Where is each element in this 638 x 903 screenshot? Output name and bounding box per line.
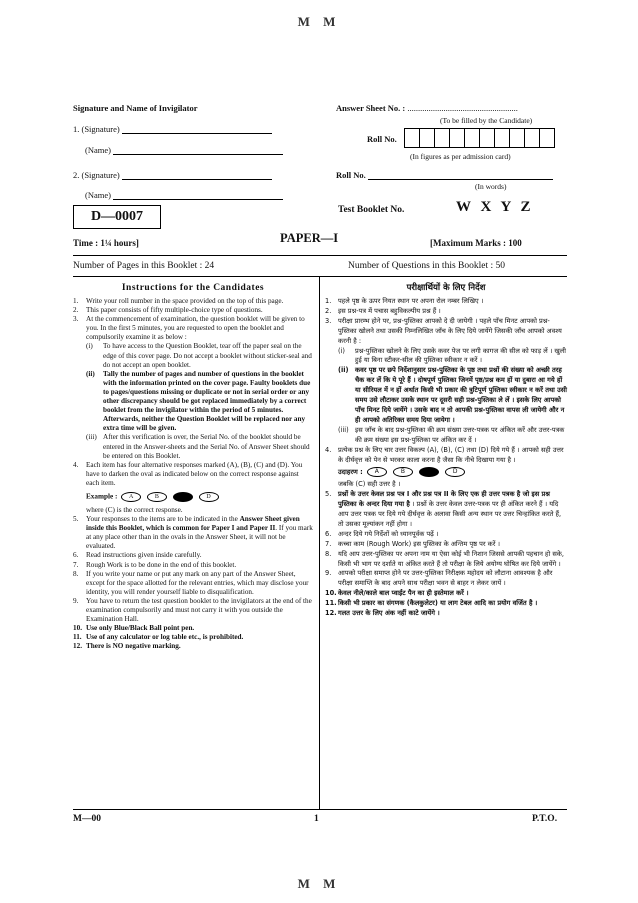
roll-no-words-line[interactable] bbox=[368, 179, 553, 180]
exam-time: Time : 1¼ hours] bbox=[73, 238, 139, 248]
sig2-label: 2. (Signature) bbox=[73, 170, 120, 180]
instruction-6: 6. Read instructions given inside carefully. bbox=[73, 551, 202, 560]
instruction-2: 2. This paper consists of fifty multiple-choice type of questions. bbox=[73, 306, 263, 315]
questions-count: Number of Questions in this Booklet : 50 bbox=[348, 261, 506, 271]
hindi-instruction-12: 12. गलत उत्तर के लिए अंक नहीं काटे जायेंगे । bbox=[325, 609, 440, 618]
instruction-3b: (ii) Tally the number of pages and number of questions in the booklet with the information printed on the cover page. Faulty booklets due to pages/questions missing or duplicate or not in serial order or any other discrepancy should be got replaced immediately by a correct booklet from the invigilator within the period of 5 minutes. Afterwards, neither the Question Booklet will be replaced nor any extra time will be given. bbox=[86, 369, 311, 433]
hindi-instruction-4: 4. प्रत्येक प्रश्न के लिए चार उत्तर विकल्प (A), (B), (C) तथा (D) दिये गये हैं । आपको सही उत्तर के दीर्घवृत्त को पेन से भरकर काला करना है जैसा कि नीचे दिखाया गया है । bbox=[325, 445, 564, 464]
hindi-instruction-7: 7. कच्चा काम (Rough Work) इस पुस्तिका के अन्तिम पृष्ठ पर करें । bbox=[325, 539, 501, 548]
english-heading: Instructions for the Candidates bbox=[121, 283, 265, 293]
oval-c-filled: C bbox=[173, 492, 193, 502]
instruction-9: 9. You have to return the test question booklet to the invigilators at the end of the examination compulsorily and must not carry it with you outside the Examination Hall. bbox=[73, 596, 312, 624]
hindi-oval-b: B bbox=[393, 467, 413, 477]
divider-bottom bbox=[73, 809, 567, 810]
instruction-7: 7. Rough Work is to be done in the end of this booklet. bbox=[73, 560, 237, 569]
pto-label: P.T.O. bbox=[532, 814, 558, 824]
instruction-11: 11. Use of any calculator or log table etc., is prohibited. bbox=[73, 633, 244, 642]
roll-no-note: (In figures as per admission card) bbox=[410, 152, 511, 161]
hindi-oval-c-filled: C bbox=[419, 467, 439, 477]
test-booklet-label: Test Booklet No. bbox=[338, 205, 405, 215]
hindi-example-note: जबकि (C) सही उत्तर है । bbox=[338, 480, 401, 489]
english-example: Example : A B C D bbox=[73, 492, 313, 502]
footer-code: M—00 bbox=[73, 814, 101, 824]
hindi-instruction-1: 1. पहले पृष्ठ के ऊपर नियत स्थान पर अपना रोल नम्बर लिखिए । bbox=[325, 297, 484, 305]
roll-no-words bbox=[336, 170, 553, 180]
booklet-series: W X Y Z bbox=[456, 199, 534, 215]
hindi-instruction-11: 11. किसी भी प्रकार का संगणक (कैलकुलेटर) या लाग टेबल आदि का प्रयोग वर्जित है । bbox=[325, 599, 538, 608]
roll-no-words-label: Roll No. bbox=[336, 170, 366, 180]
instruction-3a: (i) To have access to the Question Booklet, tear off the paper seal on the edge of this cover page. Do not accept a booklet without sticker-seal and do not accept an open booklet. bbox=[86, 342, 312, 369]
column-divider bbox=[319, 276, 320, 809]
footer-mark: M M bbox=[297, 876, 341, 891]
roll-no-boxes[interactable] bbox=[405, 128, 555, 150]
hindi-instruction-3b: (ii) कवर पृष्ठ पर छपे निर्देशानुसार प्रश्न-पुस्तिका के पृष्ठ तथा प्रश्नों की संख्या को अच्छी तरह चैक कर लें कि ये पूरे हैं । दोषपूर्ण पुस्तिका जिनमें पृष्ठ/प्रश्न कम हों या दुबारा आ गये हों या सीरियल में न हों अर्थात किसी भी प्रकार की त्रुटिपूर्ण पुस्तिका स्वीकार न करें तथा उसी समय उसे लौटाकर उसके स्थान पर दूसरी सही प्रश्न-पुस्तिका ले लें । इसके लिए आपको पाँच मिनट दिये जायेंगे । उसके बाद न तो आपकी प्रश्न-पुस्तिका वापस ली जायेगी और न ही आपको अतिरिक्त समय दिया जायेगा । bbox=[338, 366, 567, 424]
hindi-instruction-9: 9. आपको परीक्षा समाप्त होने पर उत्तर-पुस्तिका निरीक्षक महोदय को लौटाना आवश्यक है और परीक्षा समाप्ति के बाद अपने साथ परीक्षा भवन से बाहर न लेकर जायें । bbox=[325, 569, 553, 588]
hindi-heading: परीक्षार्थियों के लिए निर्देश bbox=[406, 283, 486, 293]
invigilator-name-1 bbox=[73, 145, 288, 155]
instruction-3: 3. At the commencement of examination, the question booklet will be given to you. In the first 5 minutes, you are requested to open the booklet and compulsorily examine it as below : bbox=[73, 315, 305, 342]
sig1-line bbox=[122, 133, 272, 134]
hindi-instruction-3c: (iii) इस जाँच के बाद प्रश्न-पुस्तिका की क्रम संख्या उत्तर-पत्रक पर अंकित करें और उत्तर-पत्रक की क्रम संख्या इस प्रश्न-पुस्तिका पर अंकित कर दें । bbox=[338, 425, 565, 444]
name1-label: (Name) bbox=[85, 145, 111, 155]
hindi-instruction-3a: (i) प्रश्न-पुस्तिका खोलने के लिए उसके कवर पेज पर लगी कागज की सील को फाड़ लें । खुली हुई या बिना स्टीकर-सील की पुस्तिका स्वीकार न करें । bbox=[338, 346, 566, 365]
roll-no-label: Roll No. bbox=[367, 134, 397, 144]
instruction-12: 12. There is NO negative marking. bbox=[73, 642, 181, 651]
answer-sheet-note: (To be filled by the Candidate) bbox=[440, 116, 533, 125]
instruction-1: 1. Write your roll number in the space provided on the top of this page. bbox=[73, 297, 284, 305]
page-number: 1 bbox=[314, 814, 319, 824]
hindi-oval-a: A bbox=[367, 467, 387, 477]
hindi-instruction-2: 2. इस प्रश्न-पत्र में पचास बहुविकल्पीय प्रश्न हैं । bbox=[325, 306, 441, 315]
english-instructions bbox=[73, 282, 313, 651]
instruction-4: 4. Each item has four alternative responses marked (A), (B), (C) and (D). You have to darken the oval as indicated below on the correct response against each item. bbox=[73, 460, 303, 487]
instruction-10: 10. Use only Blue/Black Ball point pen. bbox=[73, 624, 195, 633]
instruction-3c: (iii) After this verification is over, the Serial No. of the booklet should be entered in the Answer-sheets and the Serial No. of Answer Sheet should be entered on this Booklet. bbox=[86, 433, 310, 460]
hindi-instruction-3: 3. परीक्षा प्रारम्भ होने पर, प्रश्न-पुस्तिका आपको दे दी जायेगी । पहले पाँच मिनट आपको प्रश्न-पुस्तिका खोलने तथा उसकी निम्नलिखित जाँच के लिए दिये जायेंगे जिसकी जाँच आपको अवश्य करनी है : bbox=[325, 316, 562, 345]
paper-title: PAPER—I bbox=[280, 231, 339, 245]
name1-line bbox=[113, 154, 283, 155]
name2-line bbox=[113, 199, 283, 200]
header-mark: M M bbox=[297, 14, 341, 29]
divider-top bbox=[73, 255, 567, 256]
hindi-instruction-10: 10. केवल नीले/काले बाल प्वाईंट पैन का ही इस्तेमाल करें । bbox=[325, 589, 469, 598]
oval-a: A bbox=[121, 492, 141, 502]
booklet-code: D—0007 bbox=[73, 205, 161, 229]
name2-label: (Name) bbox=[85, 190, 111, 200]
hindi-example: उदाहरण : A B C D bbox=[325, 467, 567, 478]
hindi-instructions bbox=[325, 282, 567, 619]
sig2-line bbox=[122, 179, 272, 180]
roll-no-figures bbox=[367, 128, 555, 150]
hindi-oval-d: D bbox=[445, 467, 465, 477]
roll-no-words-note: (In words) bbox=[475, 182, 507, 191]
hindi-instruction-5: 5. प्रश्नों के उत्तर केवल प्रश्न पत्र I और प्रश्न पत्र II के लिए एक ही उत्तर पत्रक है जो इस प्रश्न पुस्तिका के अन्दर दिया गया है । प्रश्नों के उत्तर केवल उत्तर-पत्रक पर ही अंकित करने हैं । यदि आप उत्तर पत्रक पर दिये गये दीर्घवृत्त के अलावा किसी अन्य स्थान पर उत्तर चिन्हांकित करते हैं, तो उसका मूल्यांकन नहीं होगा । bbox=[325, 490, 562, 528]
hindi-instruction-8: 8. यदि आप उत्तर-पुस्तिका पर अपना नाम या ऐसा कोई भी निशान जिससे आपकी पहचान हो सके, किसी भी भाग पर दर्शाते या अंकित करते हैं तो परीक्षा के लिये अयोग्य घोषित कर दिये जायेंगे । bbox=[325, 549, 564, 568]
pages-count: Number of Pages in this Booklet : 24 bbox=[73, 261, 215, 271]
instruction-5: 5. Your responses to the items are to be indicated in the Answer Sheet given inside this Booklet, which is common for Paper I and Paper II. If you mark at any place other than in the ovals in the Answer Sheet, it will not be evaluated. bbox=[73, 515, 313, 551]
instruction-8: 8. If you write your name or put any mark on any part of the Answer Sheet, except for the space allotted for the relevant entries, which may disclose your identity, you will render yourself liable to disqualification. bbox=[73, 569, 309, 596]
oval-b: B bbox=[147, 492, 167, 502]
invigilator-signature-1 bbox=[73, 124, 288, 134]
example-note: where (C) is the correct response. bbox=[86, 505, 183, 514]
hindi-instruction-6: 6. अन्दर दिये गये निर्देशों को ध्यानपूर्वक पढ़ें । bbox=[325, 529, 439, 538]
oval-d: D bbox=[199, 492, 219, 502]
max-marks: [Maximum Marks : 100 bbox=[430, 238, 522, 248]
invigilator-title: Signature and Name of Invigilator bbox=[73, 103, 198, 113]
answer-sheet-no bbox=[336, 103, 518, 113]
answer-sheet-dots: .................................................... bbox=[407, 103, 518, 113]
sig1-label: 1. (Signature) bbox=[73, 124, 120, 134]
invigilator-name-2 bbox=[73, 190, 288, 200]
invigilator-signature-2 bbox=[73, 170, 288, 180]
answer-sheet-label: Answer Sheet No. : bbox=[336, 103, 406, 113]
divider-mid bbox=[73, 276, 567, 277]
